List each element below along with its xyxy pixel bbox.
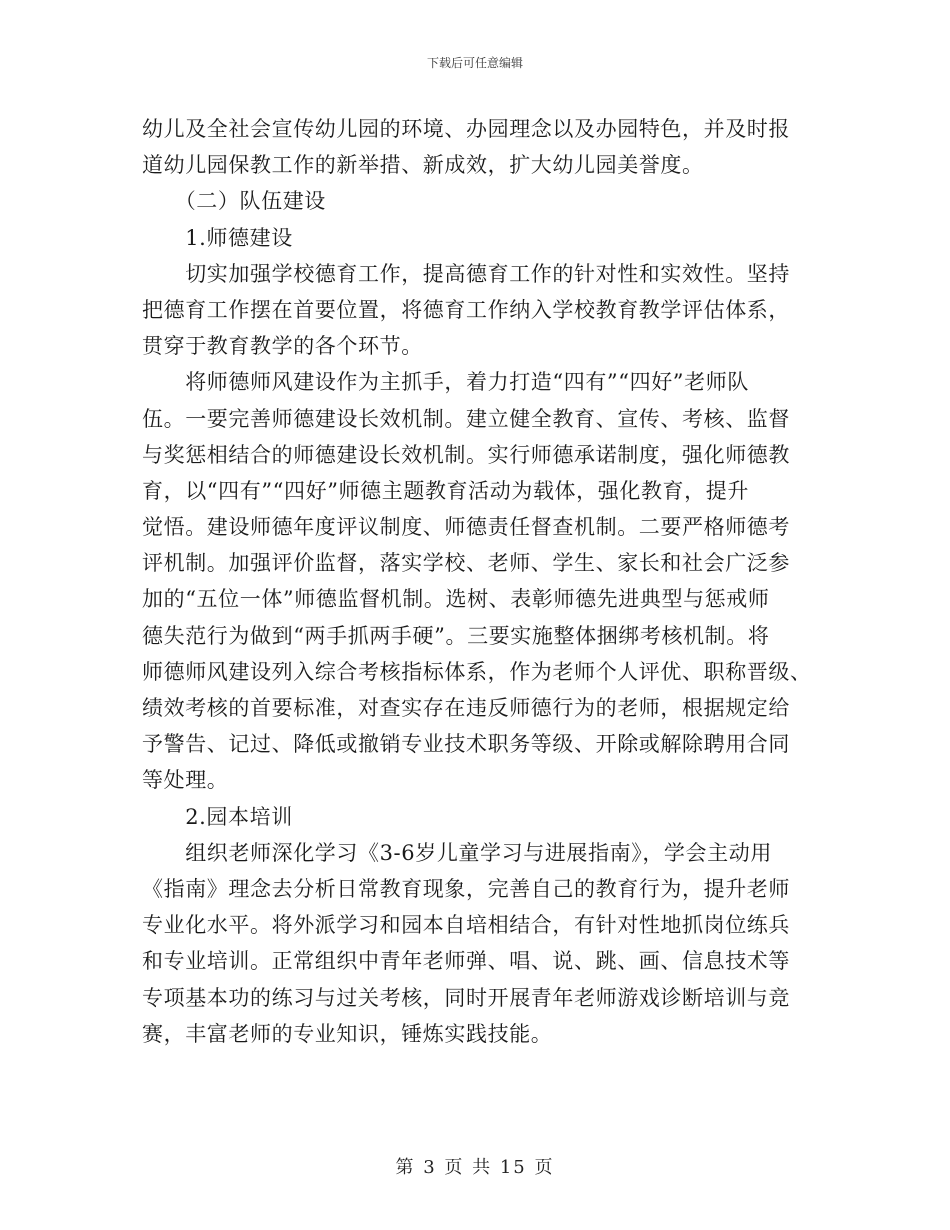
text-line: 专项基本功的练习与过关考核，同时开展青年老师游戏诊断培训与竞 (142, 985, 790, 1010)
text-line: 与奖惩相结合的师德建设长效机制。实行师德承诺制度，强化师德教 (142, 442, 790, 467)
text-line: 等处理。 (142, 768, 229, 793)
text-line: 将师德师风建设作为主抓手，着力打造“四有”“四好”老师队 (142, 370, 749, 395)
text-line: 2.园本培训 (142, 804, 293, 829)
text-line: 师德师风建设列入综合考核指标体系，作为老师个人评优、职称晋级、 (142, 659, 812, 684)
text-line: 和专业培训。正常组织中青年老师弹、唱、说、跳、画、信息技术等 (142, 949, 790, 974)
text-line: 专业化水平。将外派学习和园本自培相结合，有针对性地抓岗位练兵 (142, 913, 790, 938)
text-line: 切实加强学校德育工作，提高德育工作的针对性和实效性。坚持 (142, 261, 790, 286)
text-line: 觉悟。建设师德年度评议制度、师德责任督查机制。二要严格师德考 (142, 515, 790, 540)
text-line: 绩效考核的首要标准，对查实存在违反师德行为的老师，根据规定给 (142, 696, 790, 720)
text-line: 组织老师深化学习《3-6岁儿童学习与进展指南》，学会主动用 (142, 840, 772, 865)
text-line: （二）队伍建设 (142, 189, 326, 214)
text-line: 贯穿于教育教学的各个环节。 (142, 334, 423, 359)
text-line: 把德育工作摆在首要位置，将德育工作纳入学校教育教学评估体系， (142, 297, 790, 322)
text-line: 予警告、记过、降低或撤销专业技术职务等级、开除或解除聘用合同 (142, 732, 790, 757)
text-line: 加的“五位一体”师德监督机制。选树、表彰师德先进典型与惩戒师 (142, 587, 770, 612)
text-line: 《指南》理念去分析日常教育现象，完善自己的教育行为，提升老师 (142, 876, 790, 901)
text-line: 道幼儿园保教工作的新举措、新成效，扩大幼儿园美誉度。 (142, 153, 704, 178)
text-line: 伍。一要完善师德建设长效机制。建立健全教育、宣传、考核、监督 (142, 406, 790, 431)
text-line: 育，以“四有”“四好”师德主题教育活动为载体，强化教育，提升 (142, 478, 749, 503)
text-line: 幼儿及全社会宣传幼儿园的环境、办园理念以及办园特色，并及时报 (142, 117, 790, 141)
text-line: 评机制。加强评价监督，落实学校、老师、学生、家长和社会广泛参 (142, 551, 790, 576)
text-line: 1.师德建设 (142, 225, 293, 250)
header-note: 下载后可任意编辑 (426, 56, 523, 70)
page-number-footer: 第 3 页 共 15 页 (395, 1157, 555, 1178)
text-line: 赛，丰富老师的专业知识，锤炼实践技能。 (142, 1021, 553, 1046)
document-body (142, 111, 812, 1052)
text-line: 德失范行为做到“两手抓两手硬”。三要实施整体捆绑考核机制。将 (142, 623, 770, 648)
